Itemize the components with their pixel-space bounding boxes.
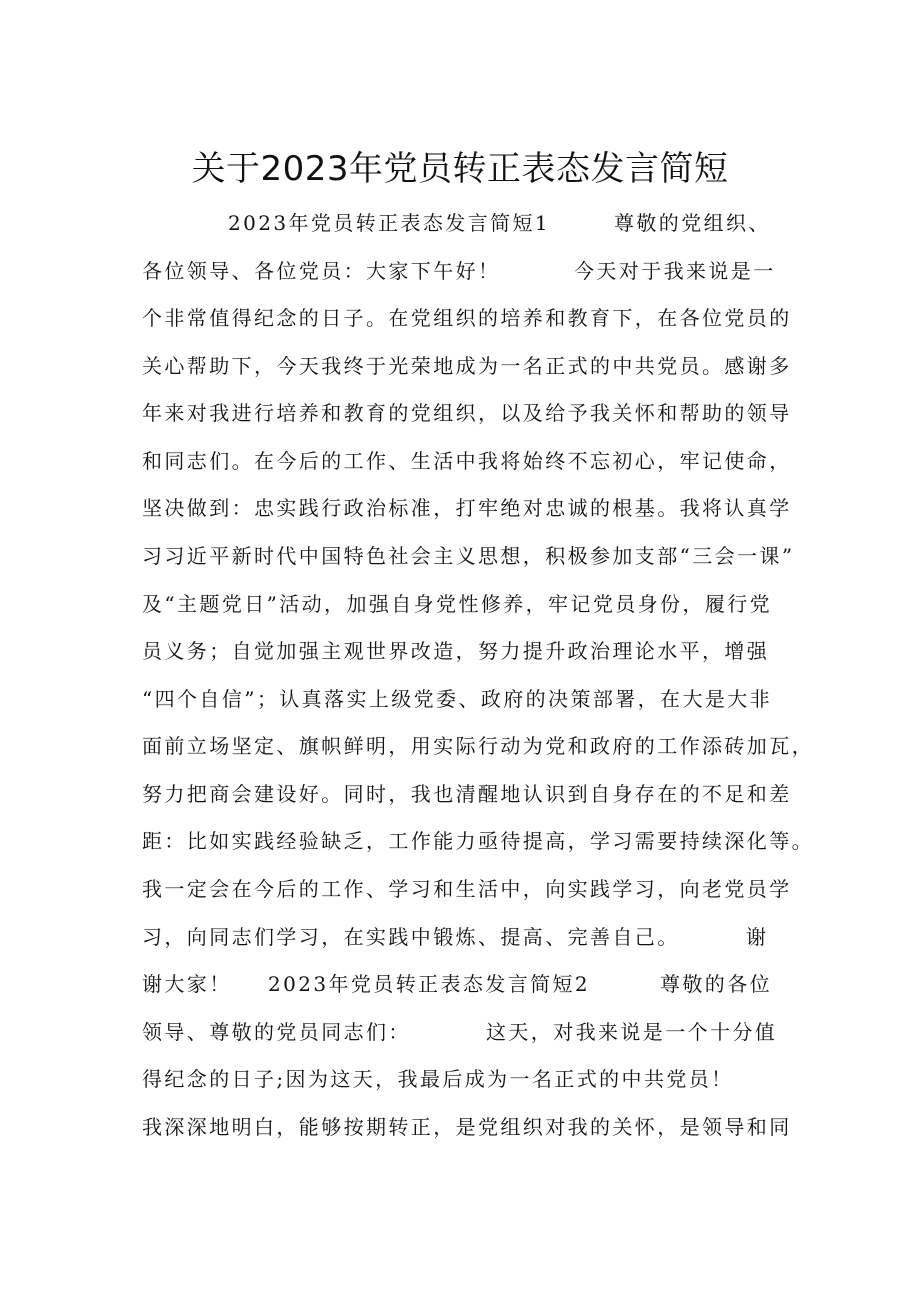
text-segment: 今天对于我来说是一 bbox=[574, 259, 776, 283]
document-title: 关于2023年党员转正表态发言简短 bbox=[191, 149, 729, 189]
text-segment: 坚决做到：忠实践行政治标准，打牢绝对忠诚的根基。我将认真学 bbox=[142, 496, 792, 520]
text-segment: 领导、尊敬的党员同志们： bbox=[142, 1020, 411, 1044]
text-segment: 习习近平新时代中国特色社会主义思想，积极参加支部“三会一课” bbox=[142, 544, 795, 568]
text-segment: 尊敬的各位 bbox=[660, 972, 772, 996]
text-segment: 距：比如实践经验缺乏，工作能力亟待提高，学习需要持续深化等。 bbox=[142, 829, 814, 853]
text-segment: 员义务；自觉加强主观世界改造，努力提升政治理论水平，增强 bbox=[142, 639, 770, 663]
text-segment: 及“主题党日”活动，加强自身党性修养，牢记党员身份，履行党 bbox=[142, 592, 773, 616]
text-segment: 尊敬的党组织、 bbox=[614, 211, 771, 235]
text-segment: 谢大家！ bbox=[142, 972, 232, 996]
text-segment: 面前立场坚定、旗帜鲜明，用实际行动为党和政府的工作添砖加瓦， bbox=[142, 734, 814, 758]
text-segment: 这天，对我来说是一个十分值 bbox=[486, 1020, 778, 1044]
text-segment: 个非常值得纪念的日子。在党组织的培养和教育下，在各位党员的 bbox=[142, 306, 792, 330]
text-segment: 谢 bbox=[746, 925, 769, 949]
text-segment: “四个自信”；认真落实上级党委、政府的决策部署，在大是大非 bbox=[142, 687, 773, 711]
text-segment: 各位领导、各位党员：大家下午好！ bbox=[142, 259, 501, 283]
text-segment: 努力把商会建设好。同时，我也清醒地认识到自身存在的不足和差 bbox=[142, 782, 792, 806]
text-segment: 得纪念的日子;因为这天，我最后成为一名正式的中共党员！ bbox=[142, 1067, 734, 1091]
text-segment: 2023年党员转正表态发言简短1 bbox=[228, 211, 551, 235]
text-segment: 我深深地明白，能够按期转正，是党组织对我的关怀，是领导和同 bbox=[142, 1115, 792, 1139]
text-segment: 关心帮助下，今天我终于光荣地成为一名正式的中共党员。感谢多 bbox=[142, 354, 792, 378]
text-segment: 和同志们。在今后的工作、生活中我将始终不忘初心，牢记使命， bbox=[142, 449, 792, 473]
text-segment: 2023年党员转正表态发言简短2 bbox=[268, 972, 591, 996]
text-segment: 年来对我进行培养和教育的党组织，以及给予我关怀和帮助的领导 bbox=[142, 401, 792, 425]
text-segment: 习，向同志们学习，在实践中锻炼、提高、完善自己。 bbox=[142, 925, 680, 949]
text-segment: 我一定会在今后的工作、学习和生活中，向实践学习，向老党员学 bbox=[142, 877, 792, 901]
